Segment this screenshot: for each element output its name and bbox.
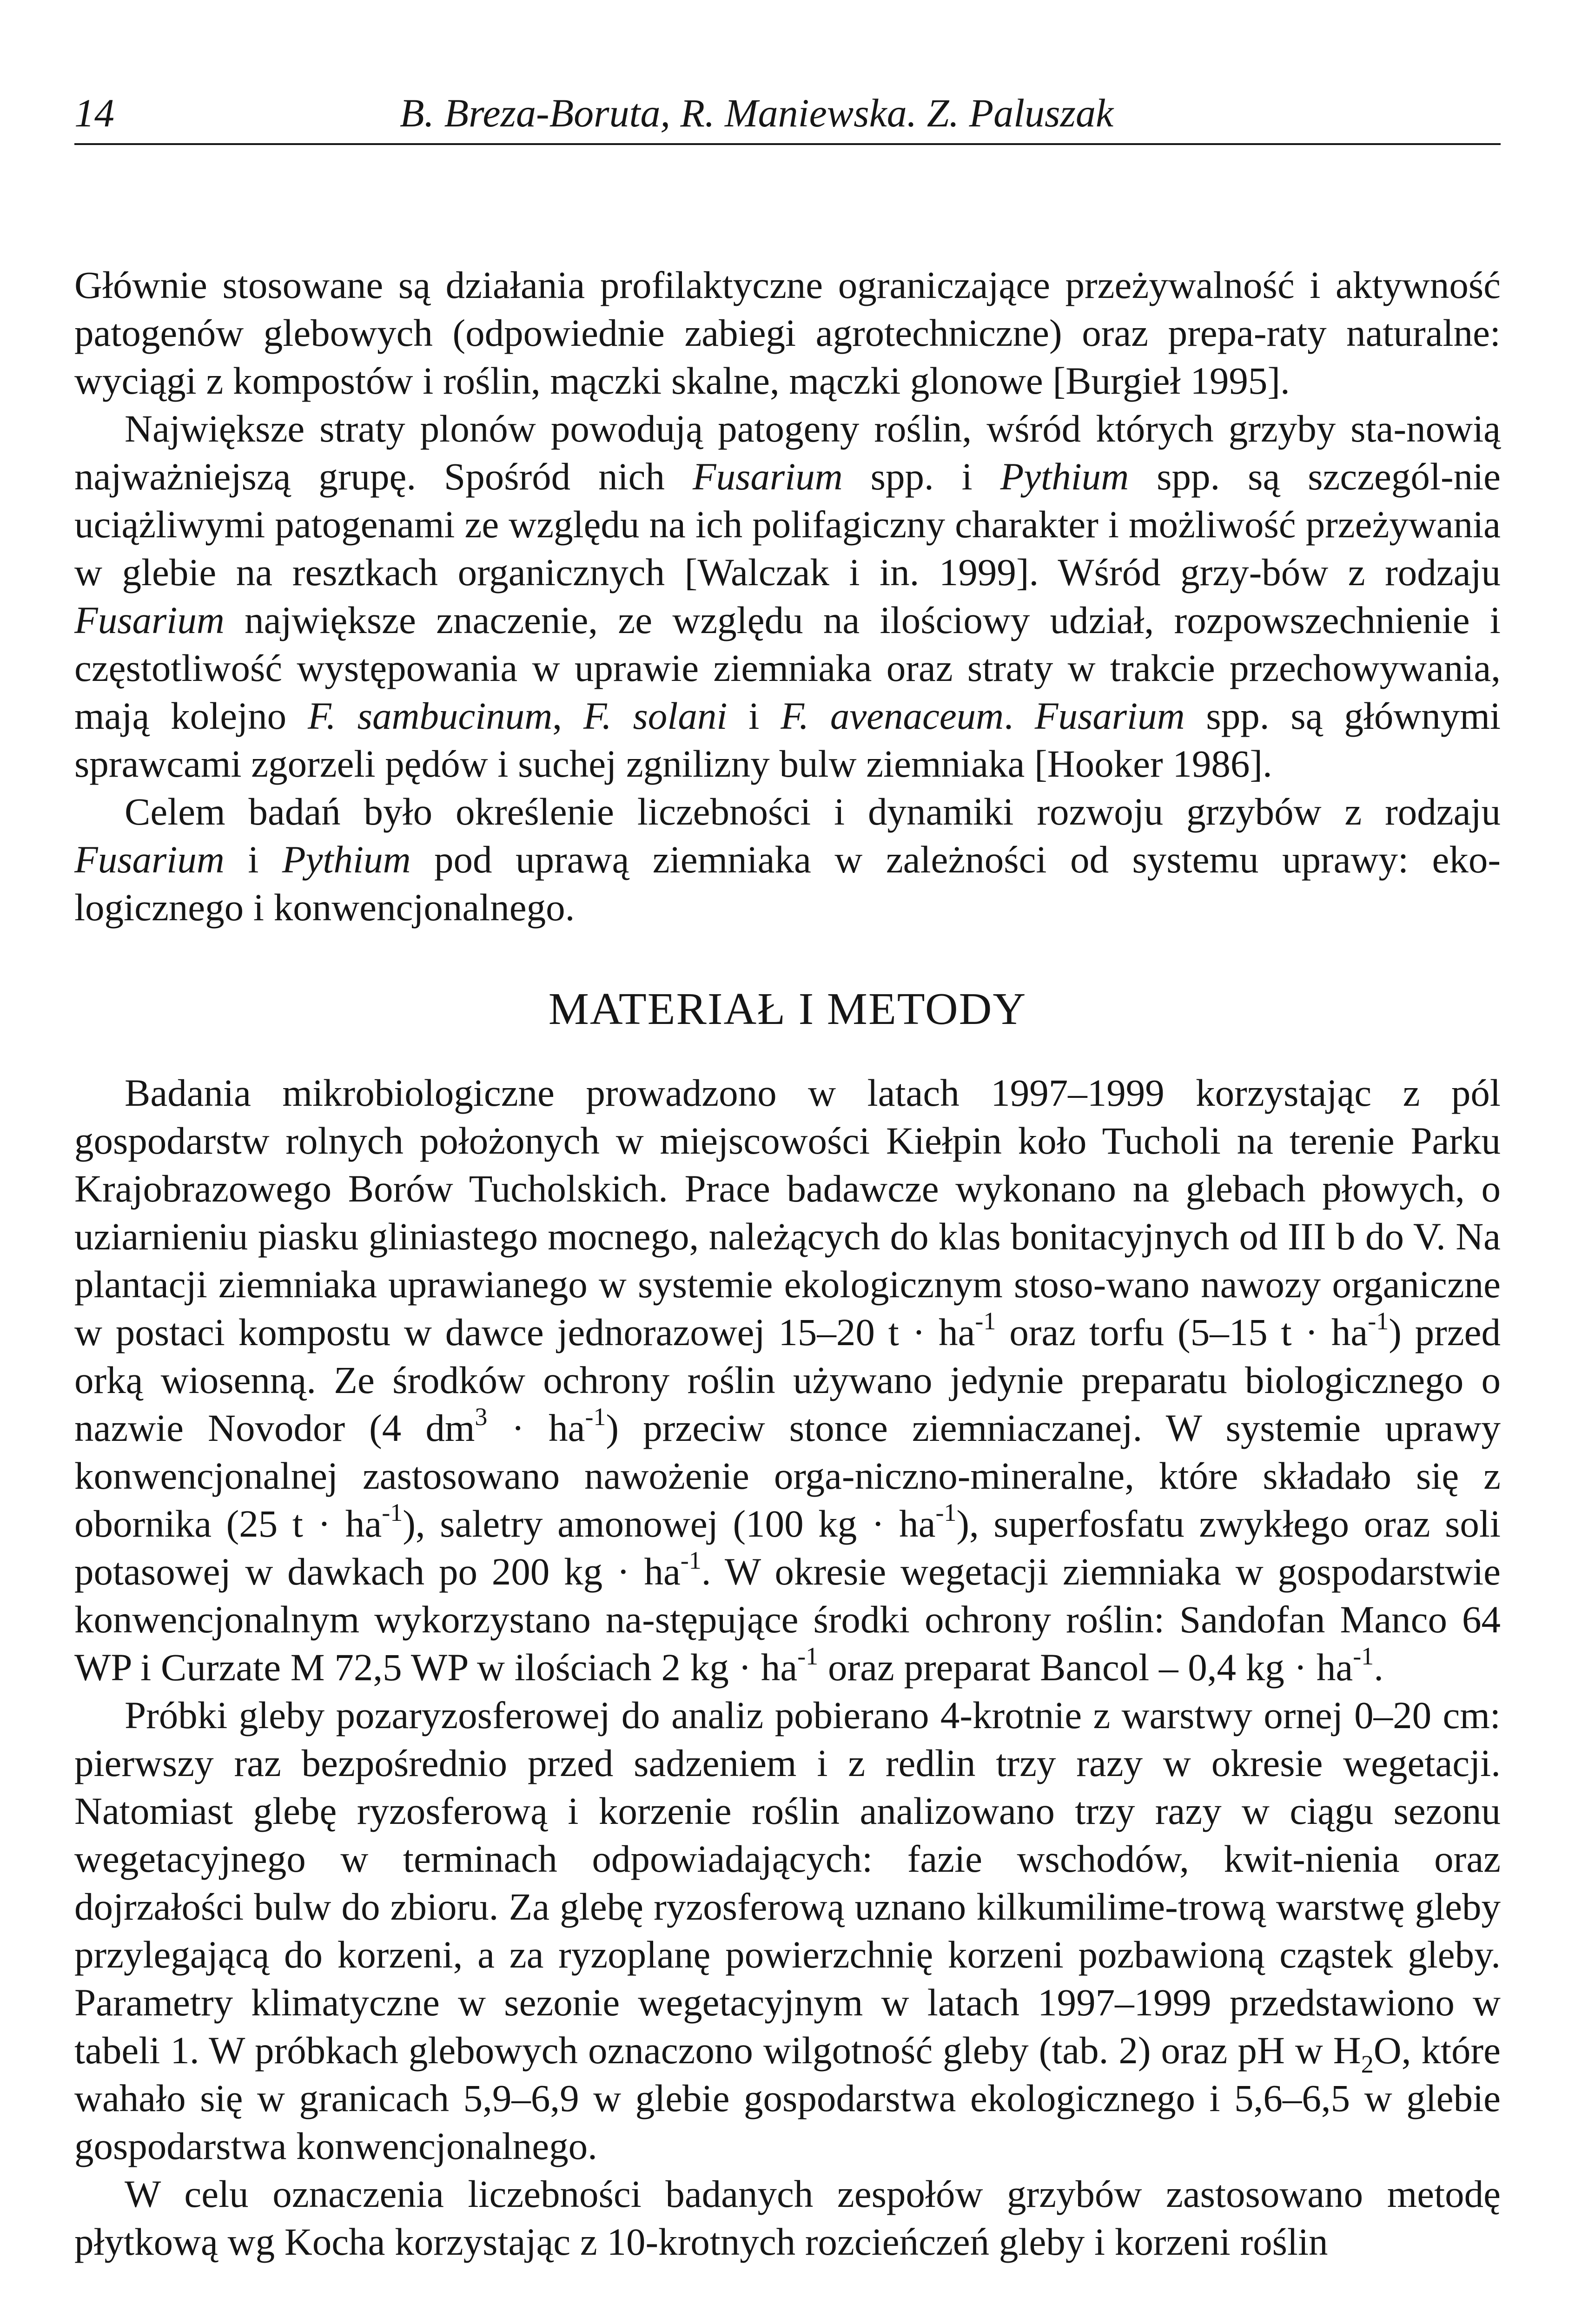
text-run: ,	[552, 694, 583, 737]
text-run: Próbki gleby pozaryzosferowej do analiz pobierano 4-krotnie z warstwy ornej 0–20 cm: pierwszy raz bezpośrednio przed sadzeniem i z redlin trzy razy w okresie wegetacji. Natomiast glebę ryzosferową i korzenie roślin analizowano trzy razy w ciągu sezonu wegetacyjnego w terminach odpowiadających: fazie wschodów, kwit-nienia oraz dojrzałości bulw do zbioru. Za glebę ryzosferową uznano kilkumilime-trową warstwę gleby przylegającą do korzeni, a za ryzoplanę powierzchnię korzeni pozbawioną cząstek gleby. Parametry klimatyczne w sezonie wegetacyjnym w latach 1997–1999 przedstawiono w tabeli 1. W próbkach glebowych oznaczono wilgotność gleby (tab. 2) oraz pH w H	[74, 1694, 1501, 2072]
methods-paragraph-2	[74, 1691, 1501, 2170]
superscript: -1	[975, 1307, 996, 1335]
text-run: .	[1374, 1646, 1383, 1689]
text-run: Największe straty plonów powodują patogeny roślin, wśród których grzyby sta-nowią najważniejszą grupę. Spośród nich	[74, 407, 1501, 498]
taxon-name: Fusarium	[1034, 694, 1185, 737]
methods-paragraph-3: W celu oznaczenia liczebności badanych zespołów grzybów zastosowano metodę płytkową wg Kocha korzystając z 10-krotnych rozcieńczeń gleby i korzeni roślin	[74, 2172, 1501, 2263]
article-body	[74, 261, 1501, 2266]
superscript: -1	[935, 1499, 957, 1526]
intro-paragraph-2	[74, 405, 1501, 788]
taxon-name: Pythium	[1000, 455, 1129, 498]
text-run: pod uprawą ziemniaka w zależności od systemu uprawy: eko-logicznego i konwencjonalnego.	[74, 838, 1501, 929]
text-run: ), superfosfatu zwykłego oraz soli potasowej w dawkach po 200 kg · ha	[74, 1502, 1501, 1593]
taxon-name: Fusarium	[74, 838, 225, 881]
text-run: oraz preparat Bancol – 0,4 kg · ha	[818, 1646, 1353, 1689]
taxon-name: Fusarium	[74, 599, 225, 641]
text-run: największe znaczenie, ze względu na ilościowy udział, rozpowszechnienie i częstotliwość występowania w uprawie ziemniaka oraz straty w trakcie przechowywania, mają kolejno	[74, 599, 1501, 737]
text-run: spp. są głównymi sprawcami zgorzeli pędów i suchej zgnilizny bulw ziemniaka [Hooker 1986].	[74, 694, 1501, 785]
taxon-name: F. solani	[583, 694, 728, 737]
superscript: 3	[475, 1403, 488, 1431]
taxon-name: F. sambucinum	[308, 694, 553, 737]
superscript: -1	[1368, 1307, 1389, 1335]
superscript: -1	[680, 1546, 701, 1574]
section-heading: MATERIAŁ I METODY	[548, 984, 1027, 1034]
text-run: ) przed orką wiosenną. Ze środków ochrony roślin używano jedynie preparatu biologicznego o nazwie Novodor (4 dm	[74, 1311, 1501, 1449]
text-run: .	[1004, 694, 1035, 737]
document-page	[74, 93, 1501, 2266]
taxon-name: Pythium	[282, 838, 411, 881]
text-run: i	[727, 694, 781, 737]
superscript: -1	[585, 1403, 606, 1431]
text-run: . W okresie wegetacji ziemniaka w gospodarstwie konwencjonalnym wykorzystano na-stępujące środki ochrony roślin: Sandofan Manco 64 WP i Curzate M 72,5 WP w ilościach 2 kg · ha	[74, 1550, 1501, 1689]
taxon-name: Fusarium	[692, 455, 843, 498]
taxon-name: F. avenaceum	[781, 694, 1004, 737]
text-run: oraz torfu (5–15 t · ha	[996, 1311, 1368, 1353]
running-header	[74, 93, 1501, 145]
intro-paragraph-1: Głównie stosowane są działania profilaktyczne ograniczające przeżywalność i aktywność patogenów glebowych (odpowiednie zabiegi agrotechniczne) oraz prepa-raty naturalne: wyciągi z kompostów i roślin, mączki skalne, mączki glonowe [Burgieł 1995].	[74, 264, 1501, 402]
text-run: i	[224, 838, 282, 881]
subscript: 2	[1361, 2050, 1374, 2078]
text-run: · ha	[487, 1406, 585, 1449]
text-run: ), saletry amonowej (100 kg · ha	[403, 1502, 936, 1545]
intro-paragraph-3	[74, 788, 1501, 931]
superscript: -1	[382, 1499, 403, 1526]
text-run: Badania mikrobiologiczne prowadzono w latach 1997–1999 korzystając z pól gospodarstw rolnych położonych w miejscowości Kiełpin koło Tucholi na terenie Parku Krajobrazowego Borów Tucholskich. Prace badawcze wykonano na glebach płowych, o uziarnieniu piasku gliniastego mocnego, należących do klas bonitacyjnych od III b do V. Na plantacji ziemniaka uprawianego w systemie ekologicznym stoso-wano nawozy organiczne w postaci kompostu w dawce jednorazowej 15–20 t · ha	[74, 1071, 1501, 1353]
text-run: spp. i	[842, 455, 1000, 498]
page-number: 14	[74, 91, 114, 135]
running-header-authors: B. Breza-Boruta, R. Maniewska. Z. Paluszak	[400, 91, 1114, 135]
text-run: O, które wahało się w granicach 5,9–6,9 w glebie gospodarstwa ekologicznego i 5,6–6,5 w glebie gospodarstwa konwencjonalnego.	[74, 2029, 1501, 2167]
methods-paragraph-1	[74, 1069, 1501, 1691]
text-run: Celem badań było określenie liczebności i dynamiki rozwoju grzybów z rodzaju	[125, 790, 1501, 833]
superscript: -1	[797, 1642, 819, 1670]
text-run: spp. są szczegól-nie uciążliwymi patogenami ze względu na ich polifagiczny charakter i możliwość przeżywania w glebie na resztkach organicznych [Walczak i in. 1999]. Wśród grzy-bów z rodzaju	[74, 455, 1501, 594]
text-run: ) przeciw stonce ziemniaczanej. W systemie uprawy konwencjonalnej zastosowano nawożenie orga-niczno-mineralne, które składało się z obornika (25 t · ha	[74, 1406, 1501, 1545]
superscript: -1	[1353, 1642, 1374, 1670]
